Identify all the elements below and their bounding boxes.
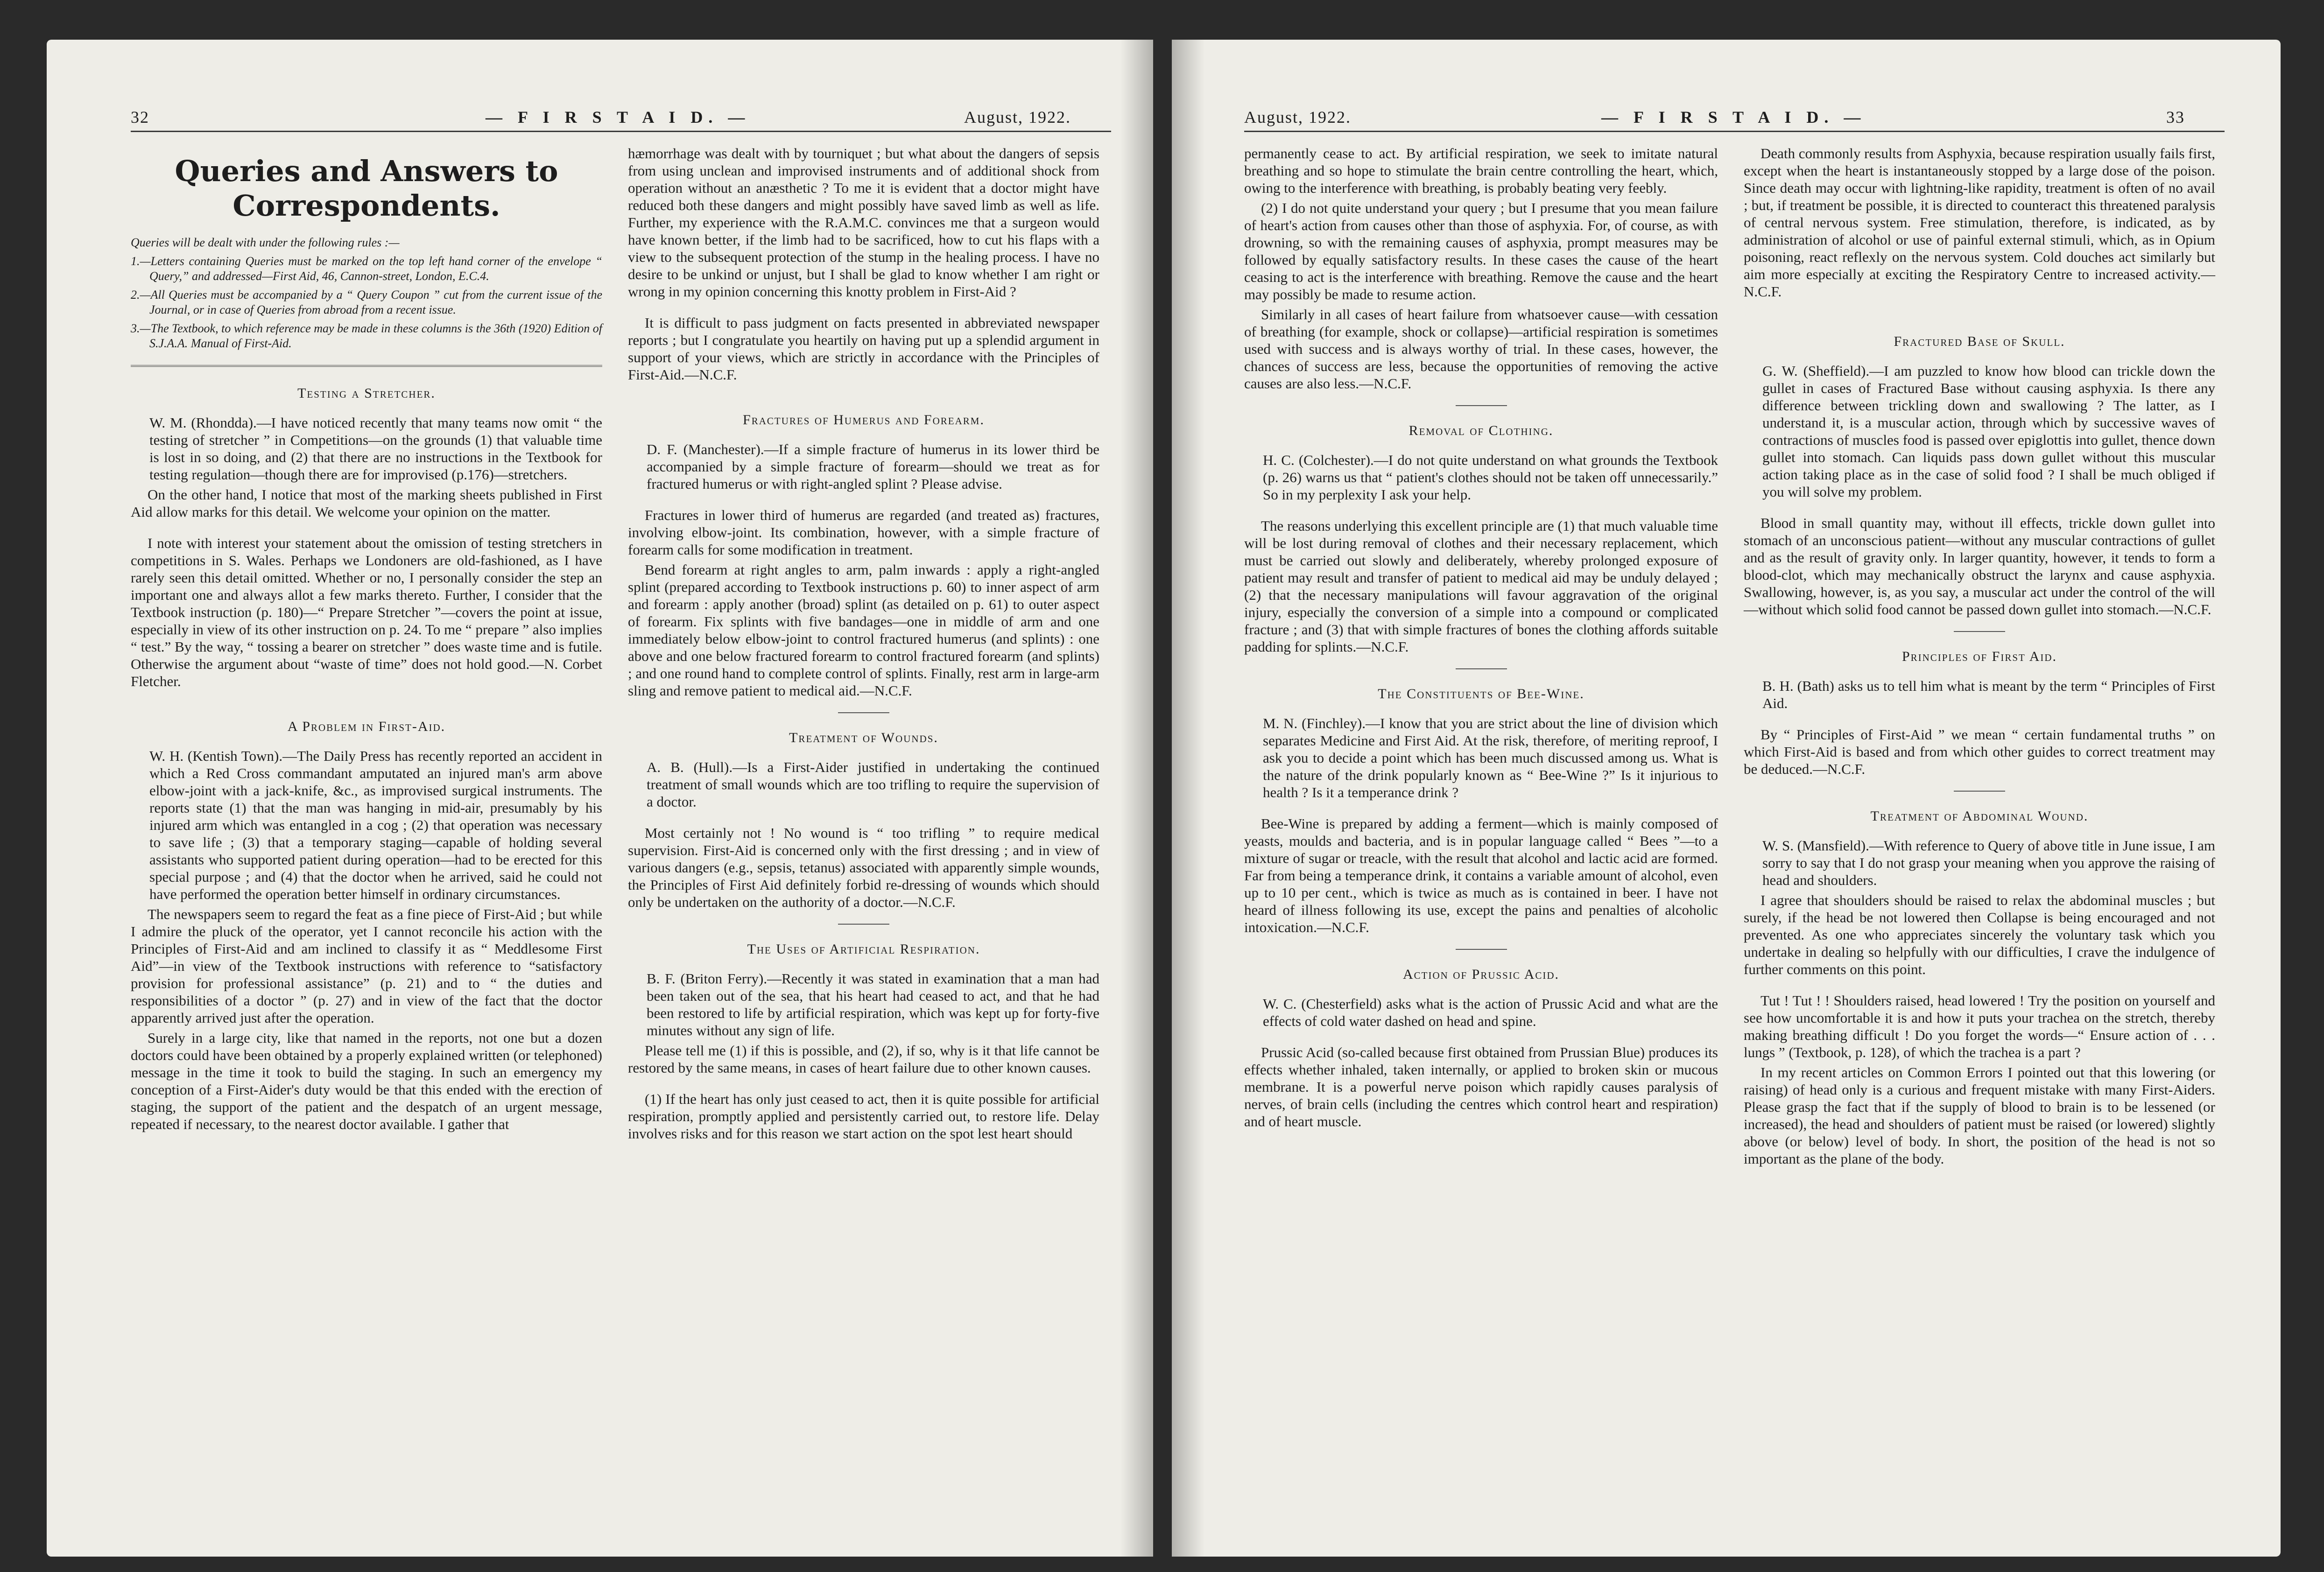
section-title: Principles of First Aid. bbox=[1901, 649, 2057, 664]
query-text: hæmorrhage was dealt with by tourniquet ; but what about the dangers of sepsis from using unclean and improvised instruments and of additional shock from operation without an anæsthetic ? To me it is evident that a doctor might have reduced both these dangers and might possibly have saved limb as well as life. Further, my experience with the R.A.M.C. convinces me that a surgeon would have known better, if the limb had to be sacrificed, how to cut his flaps with a view to the subsequent protection of the stump in the healing process. I have no desire to be unkind or unjust, but I shall be glad to know whether I am right or wrong in my opinion concerning this knotty problem in First-Aid ? bbox=[628, 145, 1099, 300]
section-separator bbox=[1456, 405, 1507, 406]
query-rules bbox=[131, 235, 602, 351]
query-text: A. B. (Hull).—Is a First-Aider justified in undertaking the continued treatment of small wounds which are too trifling to require the supervision of a doctor. bbox=[647, 759, 1099, 810]
section-title: Fractures of Humerus and Forearm. bbox=[743, 412, 985, 428]
query-text: W. C. (Chesterfield) asks what is the action of Prussic Acid and what are the effects of cold water dashed on head and spine. bbox=[1263, 996, 1718, 1029]
gutter-shadow bbox=[1172, 40, 1204, 1557]
answer-text: (2) I do not quite understand your query ; but I presume that you mean failure of heart's action from causes other than those of asphyxia. For, of course, as with drowning, so with the remaining causes of asphyxia, prompt measures may be followed by equally satisfactory results. In these cases the cause of the heart ceasing to act is the interference with breathing. Remove the cause and the heart may possibly be made to resume action. bbox=[1244, 200, 1718, 302]
answer-text: The reasons underlying this excellent principle are (1) that much valuable time will be lost during removal of clothes and their necessary replacement, which must be carried out slowly and deliberately, whereby prolonged exposure of patient may result and transfer of patient to medical aid may be unduly delayed ; (2) that the necessary manipulations will favour aggravation of the original injury, especially the conversion of a simple into a compound or complicated fracture ; and (3) that with simple fractures of bones the clothing affords suitable padding for splints.—N.C.F. bbox=[1244, 518, 1718, 655]
section-title: Treatment of Wounds. bbox=[789, 730, 938, 745]
query-text: The newspapers seem to regard the feat as a fine piece of First-Aid ; but while I admire the pluck of the operator, yet I cannot reconcile his action with the Principles of First-Aid and am inclined to classify it as “ Meddlesome First Aid”—in view of the Textbook instructions with reference to “satisfactory provision for professional assistance” (p. 21) and to “ the duties and responsibilities of a doctor ” (p. 27) and in view of the fact that the doctor apparently arrived just after the operation. bbox=[131, 906, 602, 1026]
running-title: — F I R S T A I D. — bbox=[486, 108, 751, 126]
page-number: 32 bbox=[131, 108, 149, 126]
query-text: G. W. (Sheffield).—I am puzzled to know how blood can trickle down the gullet in cases of Fractured Base without causing asphyxia. Is there any difference between trickling down and swallowing ? The latter, as I understand it, is a muscular action, through which by successive waves of contractions of muscles food is passed over epiglottis into gullet, thence down gullet into stomach. Can liquids pass down gullet without this muscular action taking place as in the case of solid food ? I shall be much obliged if you will solve my problem. bbox=[1762, 363, 2215, 500]
section-title: Treatment of Abdominal Wound. bbox=[1870, 808, 2089, 824]
section-title: Testing a Stretcher. bbox=[297, 386, 436, 401]
answer-text: Bend forearm at right angles to arm, palm inwards : apply a right-angled splint (prepared according to Textbook instructions p. 60) to inner aspect of arm and forearm : apply another (broad) splint (as detailed on p. 61) to outer aspect of forearm. Fix splints with five bandages—one in middle of arm and one immediately below elbow-joint to control fractured humerus (and splints) : one above and one below fractured forearm to control fractured forearm (and splints) ; and one round hand to complete control of splints. Finally, rest arm in large-arm sling and remove patient to medical aid.—N.C.F. bbox=[628, 561, 1099, 699]
section-separator bbox=[1954, 631, 2005, 632]
section-title: The Uses of Artificial Respiration. bbox=[747, 941, 980, 957]
answer-text: Prussic Acid (so-called because first obtained from Prussian Blue) produces its effects whether inhaled, taken internally, or applied to broken skin or mucous membrane. It is a powerful nerve poison which rapidly causes paralysis of nerves, of brain cells (including the centres which control heart and respiration) and of heart muscle. bbox=[1244, 1044, 1718, 1130]
section-title: A Problem in First-Aid. bbox=[287, 719, 446, 734]
left-page bbox=[47, 40, 1153, 1557]
running-title: — F I R S T A I D. — bbox=[1601, 108, 1866, 126]
query-text: On the other hand, I notice that most of the marking sheets published in First Aid allow marks for this detail. We welcome your opinion on the matter. bbox=[131, 486, 602, 520]
right-column-2 bbox=[1744, 145, 2215, 1170]
answer-text: Blood in small quantity may, without ill effects, trickle down gullet into stomach of an unconscious patient—without any muscular contractions of gullet and as the result of gravity only. In larger quantity, however, it tends to form a blood-clot, which may mechanically obstruct the larynx and cause asphyxia. Swallowing, however, is, as you say, a muscular act under the control of the will—without which solid food cannot be passed down gullet into stomach.—N.C.F. bbox=[1744, 515, 2215, 618]
left-column-1 bbox=[131, 145, 602, 1136]
gutter-shadow bbox=[1120, 40, 1153, 1557]
section-title: The Constituents of Bee-Wine. bbox=[1378, 686, 1585, 702]
rule-item: 3.—The Textbook, to which reference may be made in these columns is the 36th (1920) Edition of S.J.A.A. Manual of First-Aid. bbox=[131, 322, 602, 350]
section-separator bbox=[838, 924, 889, 925]
section-separator bbox=[1456, 668, 1507, 669]
header-rule bbox=[131, 131, 1111, 132]
answer-text: In my recent articles on Common Errors I pointed out that this lowering (or raising) of head only is a curious and frequent mistake with many First-Aiders. Please grasp the fact that if the supply of blood to brain is to be lessened (or increased), the head and shoulders of patient must be raised (or lowered) slightly above (or below) level of body. In short, the position of the head is not so important as the plane of the body. bbox=[1744, 1064, 2215, 1167]
rule-item: 2.—All Queries must be accompanied by a “ Query Coupon ” cut from the current issue of the Journal, or in case of Queries from abroad from a recent issue. bbox=[131, 288, 602, 316]
right-column-1 bbox=[1244, 145, 1718, 1133]
section-separator bbox=[838, 712, 889, 713]
answer-text: Fractures in lower third of humerus are regarded (and treated as) fractures, involving elbow-joint. Its combination, however, with a simple fracture of forearm calls for some modification in treatment. bbox=[628, 507, 1099, 558]
issue-date: August, 1922. bbox=[964, 108, 1071, 126]
rule-item: 1.—Letters containing Queries must be marked on the top left hand corner of the envelope “ Query,” and addressed—First Aid, 46, Cannon-street, London, E.C.4. bbox=[131, 254, 602, 283]
banner-title: Queries and Answers to Correspondents. bbox=[175, 154, 558, 223]
query-text: D. F. (Manchester).—If a simple fracture of humerus in its lower third be accompanied by a simple fracture of forearm—should we treat as for fractured humerus or with right-angled splint ? Please advise. bbox=[647, 441, 1099, 492]
section-title: Removal of Clothing. bbox=[1408, 423, 1554, 438]
query-text: B. H. (Bath) asks us to tell him what is meant by the term “ Principles of First Aid. bbox=[1762, 678, 2215, 711]
query-text: H. C. (Colchester).—I do not quite understand on what grounds the Textbook (p. 26) warns us that “ patient's clothes should not be taken off unnecessarily.” So in my perplexity I ask your help. bbox=[1263, 452, 1718, 503]
query-text: Please tell me (1) if this is possible, and (2), if so, why is it that life cannot be restored by the same means, in cases of heart failure due to other known causes. bbox=[628, 1042, 1099, 1076]
answer-text: Bee-Wine is prepared by adding a ferment—which is mainly composed of yeasts, moulds and bacteria, and is in popular language called “ Bees ”—to a mixture of sugar or treacle, with the result that alcohol and lactic acid are formed. Far from being a temperance drink, it contains a variable amount of alcohol, even up to 10 per cent., which is twice as much as is contained in beer. I have not heard of illness following its use, except the pains and penalties of alcoholic intoxication.—N.C.F. bbox=[1244, 815, 1718, 935]
section-separator bbox=[1954, 791, 2005, 792]
section-title: Fractured Base of Skull. bbox=[1894, 334, 2065, 349]
page-number: 33 bbox=[2166, 108, 2185, 126]
header-rule bbox=[1244, 131, 2225, 132]
answer-text: I note with interest your statement about the omission of testing stretchers in competitions in S. Wales. Perhaps we Londoners are old-fashioned, as I have rarely seen this detail omitted. Whether or no, I personally consider the step an important one and always allot a few marks thereto. Further, I consider that the Textbook instruction (p. 180)—“ Prepare Stretcher ”—covers the point at issue, especially in view of its other instruction on p. 24. To me “ prepare ” also implies “ test.” By the way, “ tossing a bearer on stretcher ” does waste time and is futile. Otherwise the argument about “waste of time” does not hold good.—N. Corbet Fletcher. bbox=[131, 535, 602, 689]
answer-text: Similarly in all cases of heart failure from whatsoever cause—with cessation of breathing (for example, shock or collapse)—artificial respiration is sometimes used with success and is always worthy of trial. In these cases, however, the chances of success are less, because the opportunities of removing the active causes are also less.—N.C.F. bbox=[1244, 306, 1718, 392]
answer-text: Death commonly results from Asphyxia, because respiration usually fails first, except when the heart is instantaneously stopped by a large dose of the poison. Since death may occur with lightning-like rapidity, treatment is often of no avail ; but, if treatment be possible, it is directed to counteract this threatened paralysis of central nervous system. Free stimulation, therefore, is indicated, as by administration of alcohol or use of painful external stimuli, which, as in Opium poisoning, react reflexly on the nervous system. Cold douches act similarly but aim more especially at exciting the Respiratory Centre to increased activity.—N.C.F. bbox=[1744, 145, 2215, 300]
query-text: I agree that shoulders should be raised to relax the abdominal muscles ; but surely, if the head be not lowered then Collapse is being encouraged and not prevented. As one who appreciates sincerely the voluntary task which you undertake in dealing so helpfully with our difficulties, I crave the indulgence of further comments on this point. bbox=[1744, 892, 2215, 977]
query-text: B. F. (Briton Ferry).—Recently it was stated in examination that a man had been taken out of the sea, that his heart had ceased to act, and that he had been restored to life by artificial respiration, which was kept up for forty-five minutes without any sign of life. bbox=[647, 970, 1099, 1039]
section-divider bbox=[131, 365, 602, 367]
query-text: M. N. (Finchley).—I know that you are strict about the line of division which separates Medicine and First Aid. At the risk, therefore, of meriting reproof, I ask you to decide a point which has been much discussed among us. What is the nature of the drink popularly known as “ Bee-Wine ?” Is it injurious to health ? Is it a temperance drink ? bbox=[1263, 715, 1718, 800]
issue-date: August, 1922. bbox=[1244, 108, 1352, 126]
query-text: W. S. (Mansfield).—With reference to Query of above title in June issue, I am sorry to say that I do not grasp your meaning when you approve the raising of head and shoulders. bbox=[1762, 837, 2215, 888]
answer-text: It is difficult to pass judgment on facts presented in abbreviated newspaper reports ; but I congratulate you heartily on having put up a splendid argument in support of your views, which are strictly in accordance with the Principles of First-Aid.—N.C.F. bbox=[628, 315, 1099, 383]
answer-text: Most certainly not ! No wound is “ too trifling ” to require medical supervision. First-Aid is concerned only with the first dressing ; and in view of various dangers (e.g., sepsis, tetanus) associated with apparently simple wounds, the Principles of First Aid definitely forbid re-dressing of wounds which should only be undertaken on the authority of a doctor.—N.C.F. bbox=[628, 825, 1099, 910]
left-column-2 bbox=[628, 145, 1099, 1145]
answer-text: Tut ! Tut ! ! Shoulders raised, head lowered ! Try the position on yourself and see how uncomfortable it is and how it puts your trachea on the stretch, thereby making breathing difficult ! Do you forget the words—“ Ensure action of . . . lungs ” (Textbook, p. 128), of which the trachea is a part ? bbox=[1744, 992, 2215, 1060]
query-text: W. M. (Rhondda).—I have noticed recently that many teams now omit “ the testing of stretcher ” in Competitions—on the grounds (1) that valuable time is lost in so doing, and (2) that there are no instructions in the Textbook for testing regulation—though there are for improvised (p.176)—stretchers. bbox=[149, 414, 602, 483]
right-page bbox=[1172, 40, 2281, 1557]
query-text: Surely in a large city, like that named in the reports, not one but a dozen doctors could have been obtained by a properly explained written (or telephoned) message in the time it took to build the staging. In such an emergency my conception of a First-Aider's duty would be that this ended with the erection of staging, the support of the patient and the despatch of an urgent message, repeated if necessary, to the nearest doctor available. I gather that bbox=[131, 1030, 602, 1132]
section-separator bbox=[1456, 949, 1507, 950]
answer-text: permanently cease to act. By artificial respiration, we seek to imitate natural breathing and so hope to stimulate the brain centre controlling the heart, which, owing to the interference with breathing, is probably beating very feebly. bbox=[1244, 145, 1718, 196]
answer-text: By “ Principles of First-Aid ” we mean “ certain fundamental truths ” on which First-Aid is based and from which other guides to correct treatment may be deduced.—N.C.F. bbox=[1744, 726, 2215, 777]
query-text: W. H. (Kentish Town).—The Daily Press has recently reported an accident in which a Red Cross commandant amputated an injured man's arm above elbow-joint with a jack-knife, &c., as improvised surgical instruments. The reports state (1) that the man was hanging in mid-air, presumably by his injured arm which was entangled in a cog ; (2) that operation was necessary to save life ; (3) that a temporary staging—capable of holding several assistants who supported patient during operation—had to be erected for this special purpose ; and (4) that the doctor when he arrived, said he could not have performed the operation better himself in ordinary circumstances. bbox=[149, 748, 602, 902]
rules-intro: Queries will be dealt with under the following rules :— bbox=[131, 236, 400, 249]
section-title: Action of Prussic Acid. bbox=[1402, 967, 1560, 982]
answer-text: (1) If the heart has only just ceased to act, then it is quite possible for artificial respiration, promptly applied and persistently carried out, to restore life. Delay involves risks and for this reason we start action on the spot lest heart should bbox=[628, 1091, 1099, 1142]
